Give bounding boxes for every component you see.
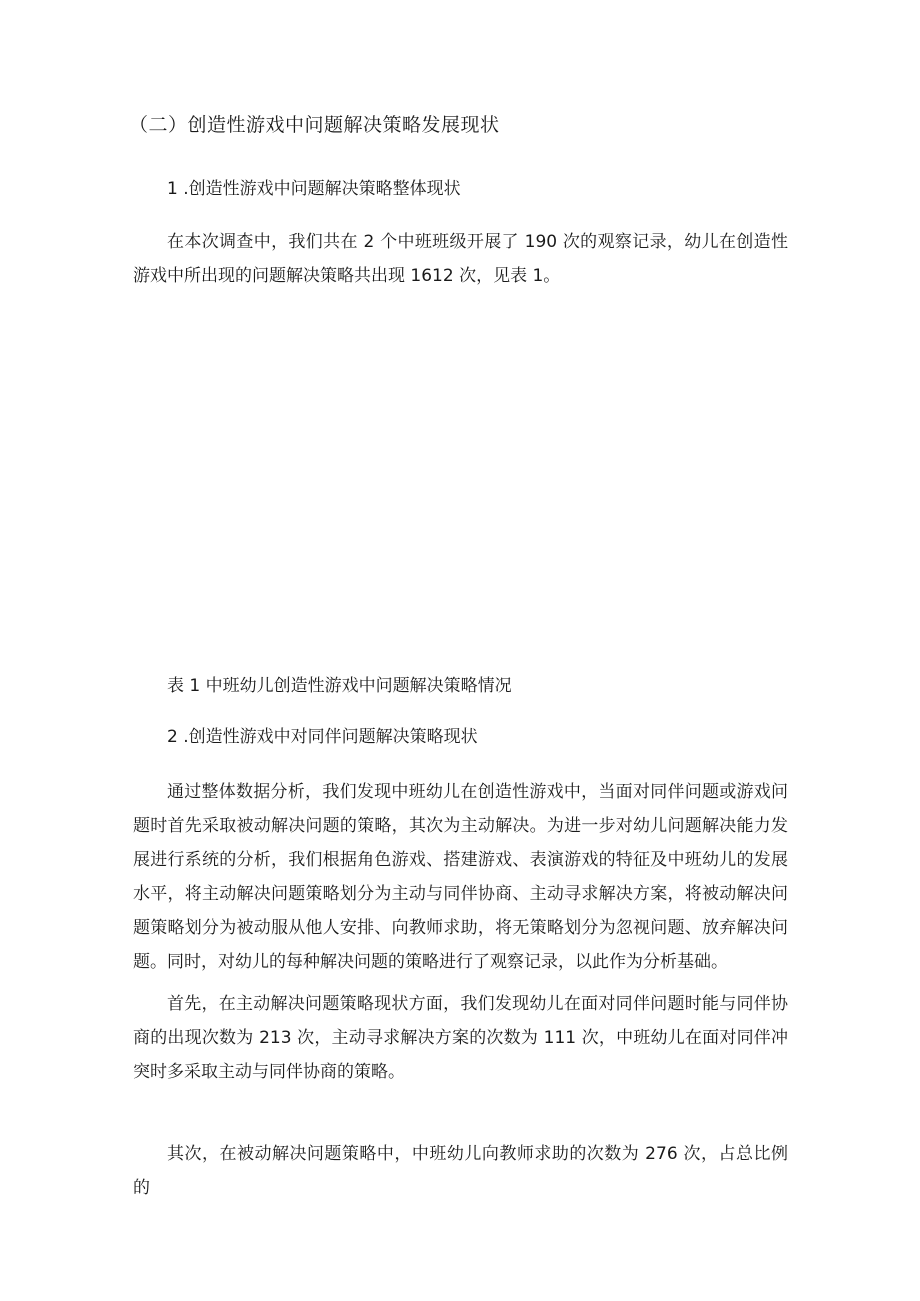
subsection-heading-1: 1 .创造性游戏中问题解决策略整体现状 [167,179,461,199]
paragraph-2: 通过整体数据分析，我们发现中班幼儿在创造性游戏中，当面对同伴问题或游戏问题时首先采取被动解决问题的策略，其次为主动解决。为进一步对幼儿问题解决能力发展进行系统的分析，我们根据角色游戏、搭建游戏、表演游戏的特征及中班幼儿的发展水平，将主动解决问题策略划分为主动与同伴协商、主动寻求解决方案，将被动解决问题策略划分为被动服从他人安排、向教师求助，将无策略划分为忽视问题、放弃解决问题。同时，对幼儿的每种解决问题的策略进行了观察记录，以此作为分析基础。 [133,782,788,972]
paragraph-3: 首先，在主动解决问题策略现状方面，我们发现幼儿在面对同伴问题时能与同伴协商的出现次数为 213 次，主动寻求解决方案的次数为 111 次，中班幼儿在面对同伴冲突时多采取主动与同伴协商的策略。 [133,994,788,1082]
table-caption: 表 1 中班幼儿创造性游戏中问题解决策略情况 [167,676,512,696]
paragraph-1: 在本次调查中，我们共在 2 个中班班级开展了 190 次的观察记录，幼儿在创造性游戏中所出现的问题解决策略共出现 1612 次，见表 1。 [133,232,788,286]
subsection-heading-2: 2 .创造性游戏中对同伴问题解决策略现状 [167,727,478,747]
section-heading: （二）创造性游戏中问题解决策略发展现状 [129,114,500,136]
paragraph-4: 其次，在被动解决问题策略中，中班幼儿向教师求助的次数为 276 次，占总比例的 [133,1144,788,1198]
